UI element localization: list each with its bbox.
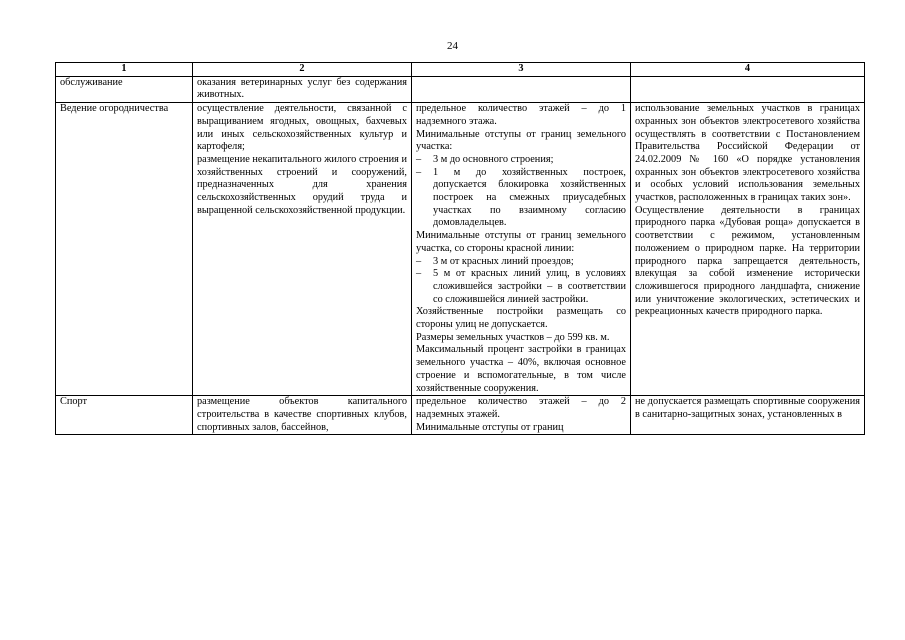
paragraph: Осуществление деятельности в границах природного парка «Дубовая роща» допускается в соответствии с режимом, установленным положением о природном парке. На территории природного парка запрещается деятельность, влекущая за собой изменение исторически сложившегося природного ландшафта, снижение или уничтожение экологических, эстетических и рекреационных качеств природного парка. <box>635 204 860 318</box>
paragraph: размещение объектов капитального строительства в качестве спортивных клубов, спортивных залов, бассейнов, <box>197 396 407 433</box>
dash-list <box>416 256 626 307</box>
row-parameters <box>412 76 631 102</box>
row-restrictions <box>631 76 865 102</box>
column-header: 1 <box>56 63 193 77</box>
list-item: – 5 м от красных линий улиц, в условиях сложившейся застройки – в соответствии со сложившейся линией застройки. <box>416 268 626 305</box>
table-row <box>56 103 865 396</box>
dash-bullet: – <box>416 166 422 178</box>
column-header: 3 <box>412 63 631 77</box>
column-header: 4 <box>631 63 865 77</box>
paragraph: использование земельных участков в границах охранных зон объектов электросетевого хозяйства осуществлять в соответствии с Постановлением Правительства Российской Федерации от 24.02.2009 № 160 «О порядке установления охранных зон объектов электросетевого хозяйства и особых условий использования земельных участков, расположенных в границах таких зон». <box>635 103 860 204</box>
paragraph: Минимальные отступы от границ <box>416 421 564 433</box>
paragraph: Минимальные отступы от границ земельного участка: <box>416 128 626 153</box>
paragraph: не допускается размещать спортивные сооружения в санитарно-защитных зонах, установленных в <box>635 396 860 420</box>
paragraph: Хозяйственные постройки размещать со стороны улиц не допускается. <box>416 306 626 331</box>
paragraph: осуществление деятельности, связанной с выращиванием ягодных, овощных, бахчевых или иных сельскохозяйственных культур и картофеля; <box>197 103 407 153</box>
column-header: 2 <box>193 63 412 77</box>
dash-bullet: – <box>416 255 422 267</box>
dash-bullet: – <box>416 153 422 165</box>
table-header-row <box>56 63 865 77</box>
list-item: – 3 м до основного строения; <box>416 153 554 165</box>
row-use-description <box>193 396 412 435</box>
paragraph: предельное количество этажей – до 2 надземных этажей. <box>416 396 626 420</box>
row-use-description <box>193 76 412 102</box>
table-row <box>56 76 865 102</box>
paragraph: размещение некапитального жилого строения и хозяйственных строений и сооружений, предназначенных для хранения сельскохозяйственных орудий труда и выращенной сельскохозяйственной продукции. <box>197 153 407 216</box>
row-parameters <box>412 103 631 396</box>
row-use-name: Ведение огородничества <box>56 103 193 396</box>
table-row <box>56 396 865 435</box>
list-item: – 3 м от красных линий проездов; <box>416 255 574 267</box>
dash-list <box>416 154 626 230</box>
row-use-name: Спорт <box>56 396 193 435</box>
row-restrictions <box>631 396 865 435</box>
page-number: 24 <box>447 40 458 52</box>
paragraph: предельное количество этажей – до 1 надземного этажа. <box>416 103 626 127</box>
dash-bullet: – <box>416 268 422 280</box>
row-use-description <box>193 103 412 396</box>
paragraph: оказания ветеринарных услуг без содержания животных. <box>197 76 407 101</box>
list-item: – 1 м до хозяйственных построек, допускается блокировка хозяйственных построек на смежных приусадебных участках по взаимному согласию домовладельцев. <box>416 166 626 229</box>
paragraph: Максимальный процент застройки в границах земельного участка – 40%, включая основное строение и вспомогательные, в том числе хозяйственные сооружения. <box>416 344 626 394</box>
paragraph: Размеры земельных участков – до 599 кв. м. <box>416 331 610 343</box>
row-restrictions <box>631 103 865 396</box>
row-use-name: обслуживание <box>56 76 193 102</box>
zoning-table <box>55 62 865 435</box>
row-parameters <box>412 396 631 435</box>
paragraph: Минимальные отступы от границ земельного участка, со стороны красной линии: <box>416 230 626 254</box>
